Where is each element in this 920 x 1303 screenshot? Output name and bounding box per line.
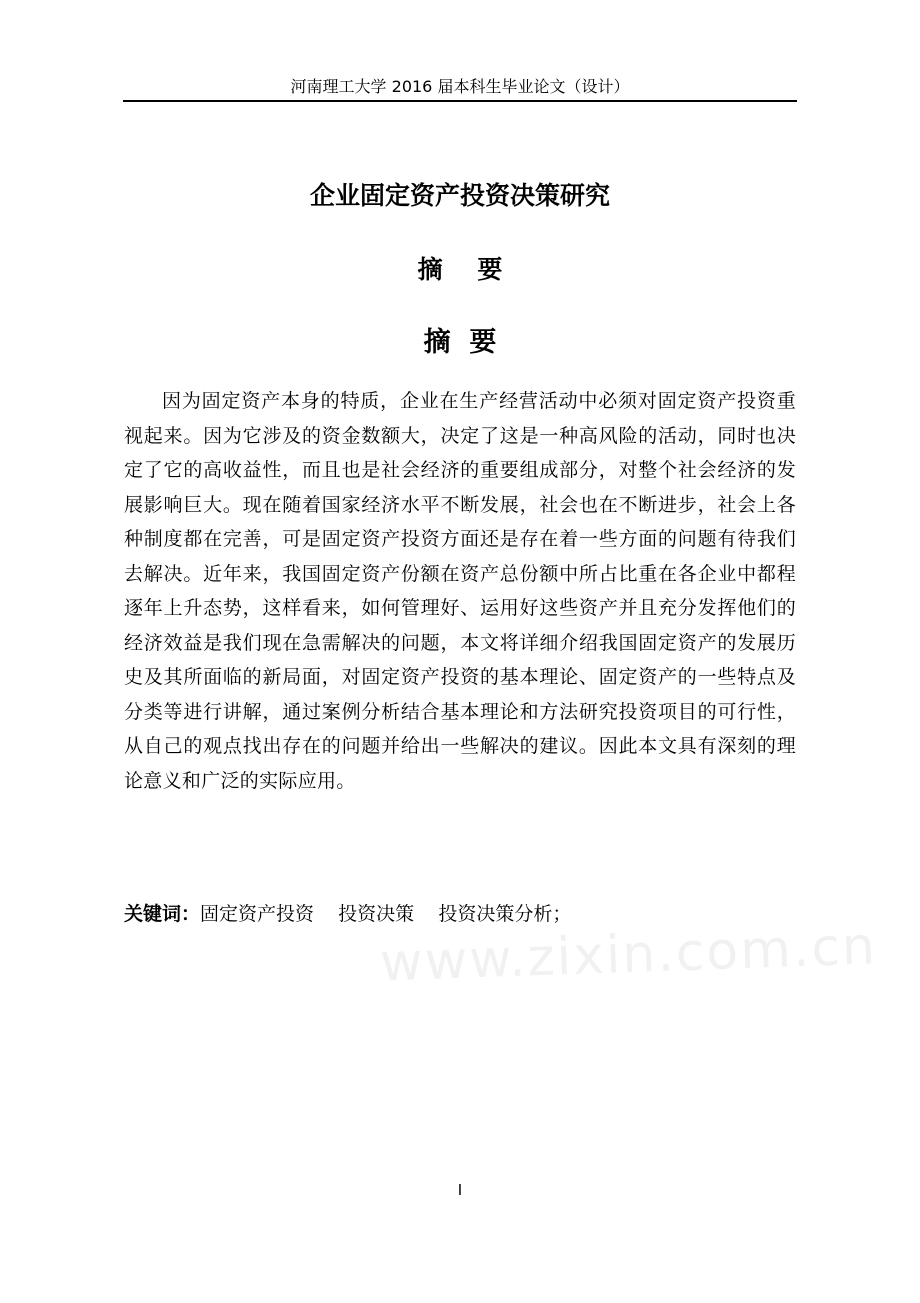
keywords-list: 固定资产投资 投资决策 投资决策分析； [200,903,572,925]
keywords-label: 关键词： [124,903,201,925]
abstract-body: 因为固定资产本身的特质，企业在生产经营活动中必须对固定资产投资重视起来。因为它涉及的资金数额大，决定了这是一种高风险的活动，同时也决定了它的高收益性，而且也是社会经济的重要组成部分，对整个社会经济的发展影响巨大。现在随着国家经济水平不断发展，社会也在不断进步，社会上各种制度都在完善，可是固定资产投资方面还是存在着一些方面的问题有待我们去解决。近年来，我国固定资产份额在资产总份额中所占比重在各企业中都程逐年上升态势，这样看来，如何管理好、运用好这些资产并且充分发挥他们的经济效益是我们现在急需解决的问题，本文将详细介绍我国固定资产的发展历史及其所面临的新局面，对固定资产投资的基本理论、固定资产的一些特点及分类等进行讲解，通过案例分析结合基本理论和方法研究投资项目的可行性，从自己的观点找出存在的问题并给出一些解决的建议。因此本文具有深刻的理论意义和广泛的实际应用。 [124,390,796,792]
document-title: 企业固定资产投资决策研究 [309,181,610,210]
abstract-heading-primary: 摘 要 [417,255,503,284]
header-rule [123,100,797,102]
page-number: I [457,1181,463,1199]
running-header: 河南理工大学 2016 届本科生毕业论文（设计） [290,77,630,96]
watermark: www.zixin.com.cn [379,916,878,994]
abstract-heading-secondary: 摘 要 [423,327,497,358]
